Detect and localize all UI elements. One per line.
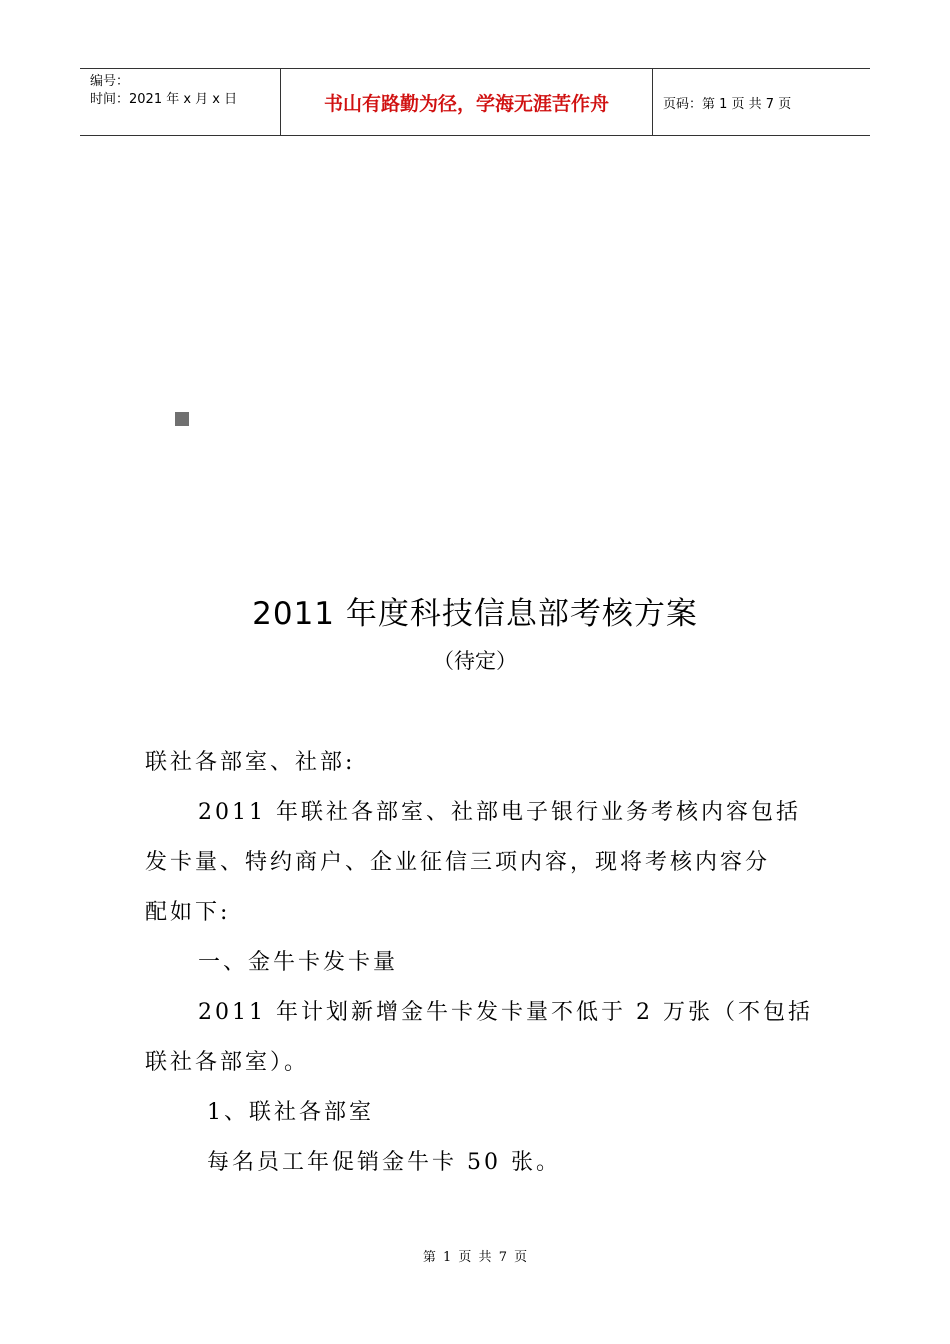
number-label: 编号：: [90, 74, 130, 89]
header-page-label: 页码：第 1 页 共 7 页: [663, 96, 792, 112]
paragraph-line: 联社各部室）。: [145, 1050, 310, 1075]
header-meta: [80, 69, 281, 135]
square-bullet-icon: [175, 412, 189, 426]
salutation: 联社各部室、社部:: [145, 750, 356, 775]
paragraph-line: 2011 年计划新增金牛卡发卡量不低于 2 万张（不包括: [198, 1000, 813, 1025]
section-heading: 一、金牛卡发卡量: [198, 950, 399, 975]
document-header: [80, 68, 870, 136]
paragraph-line: 发卡量、特约商户、企业征信三项内容，现将考核内容分: [145, 850, 771, 875]
subsection-heading: 1、联社各部室: [207, 1100, 374, 1125]
paragraph-line: 2011 年联社各部室、社部电子银行业务考核内容包括: [198, 800, 801, 825]
page-footer: 第 1 页 共 7 页: [422, 1250, 528, 1265]
header-motto: 书山有路勤为径，学海无涯苦作舟: [281, 69, 653, 135]
paragraph-line: 配如下:: [145, 900, 231, 925]
document-subtitle: （待定）: [433, 649, 517, 673]
paragraph-line: 每名员工年促销金牛卡 50 张。: [207, 1150, 561, 1175]
document-title: 2011 年度科技信息部考核方案: [252, 596, 698, 632]
time-label: 时间：2021 年 x 月 x 日: [90, 92, 238, 107]
